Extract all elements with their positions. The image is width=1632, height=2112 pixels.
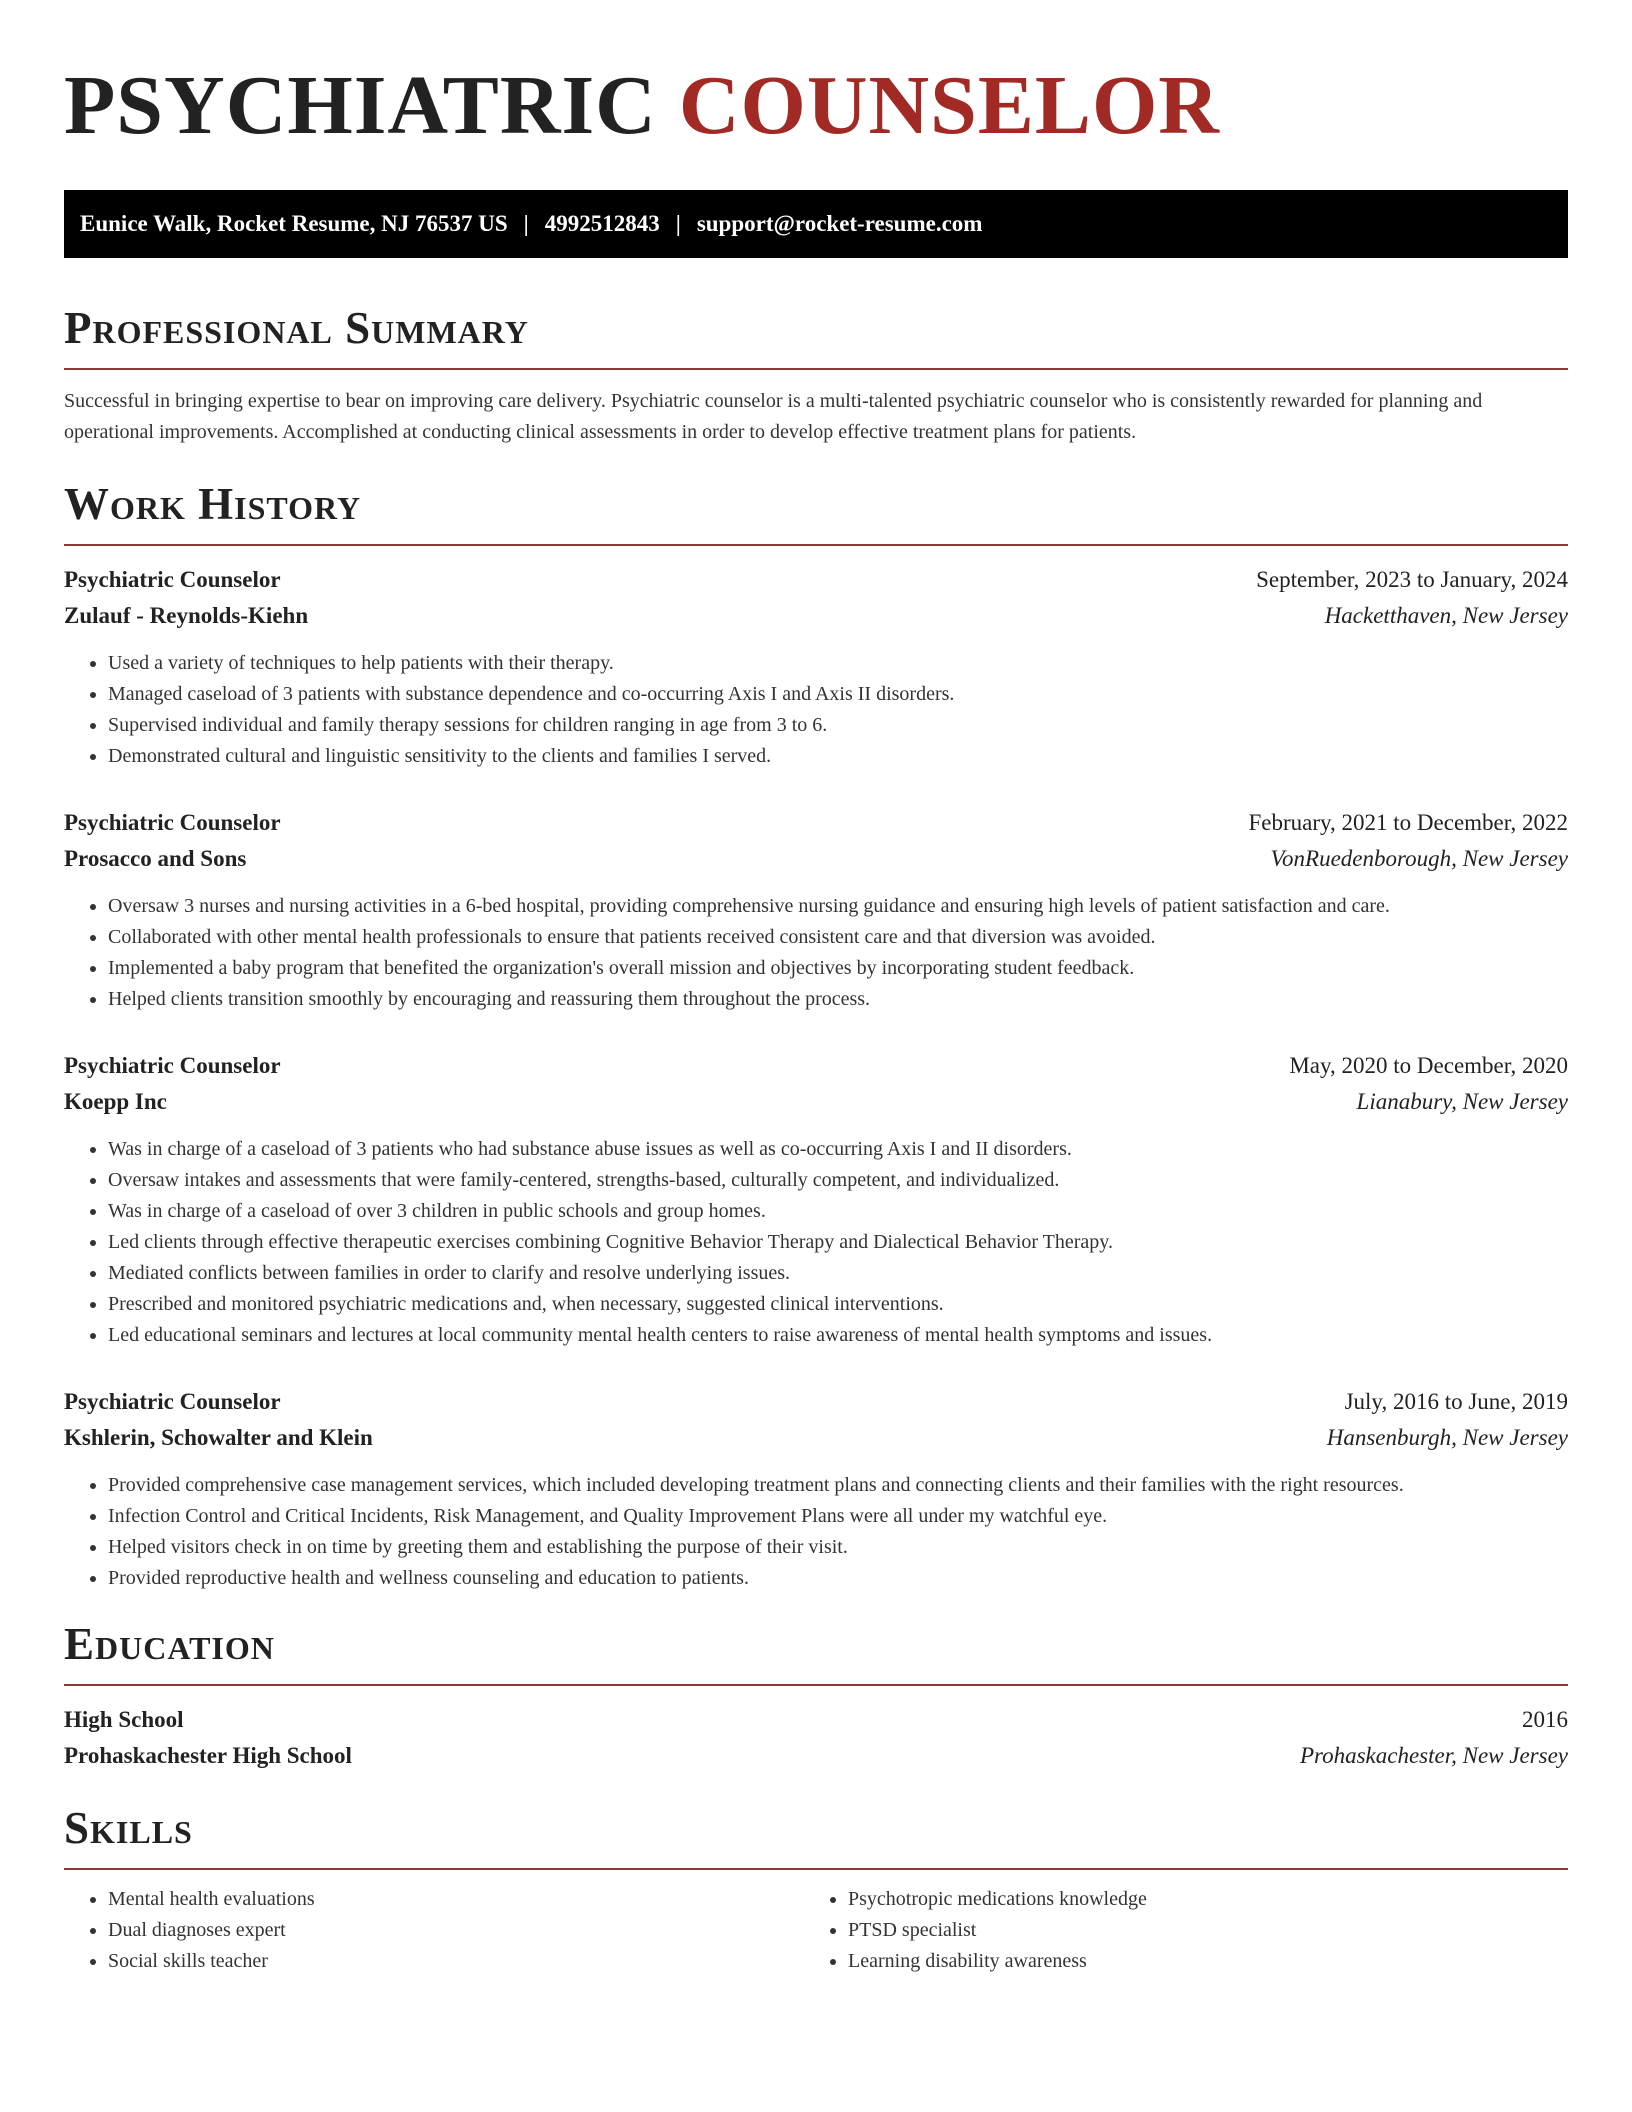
contact-address: Eunice Walk, Rocket Resume, NJ 76537 US	[80, 211, 508, 236]
job-company: Prosacco and Sons	[64, 846, 247, 871]
education-school-row	[64, 1738, 1568, 1774]
section-divider	[64, 544, 1568, 546]
list-item: • Managed caseload of 3 patients with substance dependence and co-occurring Axis I and Axis II disorders.	[108, 679, 1568, 710]
job-location: VonRuedenborough, New Jersey	[1270, 846, 1568, 871]
job-title: Psychiatric Counselor	[64, 810, 281, 835]
skill-item: • Mental health evaluations	[108, 1884, 804, 1915]
job-title: Psychiatric Counselor	[64, 1053, 281, 1078]
job-title: Psychiatric Counselor	[64, 1389, 281, 1414]
section-divider	[64, 368, 1568, 370]
job-entry	[64, 562, 1568, 772]
job-company-row	[64, 598, 1568, 634]
job-entry	[64, 1384, 1568, 1594]
job-company: Zulauf - Reynolds-Kiehn	[64, 603, 309, 628]
job-location: Lianabury, New Jersey	[1356, 1089, 1568, 1114]
list-item: • Oversaw intakes and assessments that were family-centered, strengths-based, culturally competent, and individualized.	[108, 1165, 1568, 1196]
skill-item: • Learning disability awareness	[848, 1946, 1544, 1977]
job-dates: February, 2021 to December, 2022	[1248, 810, 1568, 835]
contact-separator: |	[523, 211, 529, 236]
job-bullets	[64, 648, 1568, 772]
job-title: Psychiatric Counselor	[64, 567, 281, 592]
list-item: • Mediated conflicts between families in order to clarify and resolve underlying issues.	[108, 1258, 1568, 1289]
list-item: • Infection Control and Critical Incidents, Risk Management, and Quality Improvement Plans were all under my watchful eye.	[108, 1501, 1568, 1532]
education-year: 2016	[1522, 1707, 1568, 1732]
job-header-row	[64, 1384, 1568, 1420]
skill-item: • Dual diagnoses expert	[108, 1915, 804, 1946]
education-heading: Education	[64, 1619, 275, 1669]
job-bullets	[64, 1470, 1568, 1594]
skills-heading: Skills	[64, 1803, 193, 1853]
education-location: Prohaskachester, New Jersey	[1299, 1743, 1568, 1768]
contact-separator: |	[675, 211, 681, 236]
job-company-row	[64, 1084, 1568, 1120]
job-company-row	[64, 1420, 1568, 1456]
job-bullets	[64, 1134, 1568, 1351]
summary-text: Successful in bringing expertise to bear on improving care delivery. Psychiatric counselor is a multi-talented psychiatric counselor who is consistently rewarded for planning and operational improvements. Accomplished at conducting clinical assessments in order to develop effective treatment plans for patients.	[64, 390, 1483, 443]
skills-columns	[64, 1884, 1568, 1977]
job-dates: September, 2023 to January, 2024	[1256, 567, 1568, 592]
summary-section	[64, 300, 1568, 448]
education-school: Prohaskachester High School	[64, 1743, 352, 1768]
list-item: • Helped clients transition smoothly by encouraging and reassuring them throughout the process.	[108, 984, 1568, 1015]
list-item: • Demonstrated cultural and linguistic sensitivity to the clients and families I served.	[108, 741, 1568, 772]
job-location: Hacketthaven, New Jersey	[1324, 603, 1568, 628]
education-section	[64, 1616, 1568, 1774]
contact-email: support@rocket-resume.com	[696, 211, 983, 236]
work-history-section	[64, 476, 1568, 1594]
work-history-heading: Work History	[64, 479, 362, 529]
contact-bar	[64, 190, 1568, 258]
job-company: Kshlerin, Schowalter and Klein	[64, 1425, 373, 1450]
list-item: • Led educational seminars and lectures at local community mental health centers to raise awareness of mental health symptoms and issues.	[108, 1320, 1568, 1351]
job-entry	[64, 1048, 1568, 1351]
job-entry	[64, 805, 1568, 1015]
job-header-row	[64, 562, 1568, 598]
skill-item: • Social skills teacher	[108, 1946, 804, 1977]
section-divider	[64, 1684, 1568, 1686]
list-item: • Oversaw 3 nurses and nursing activities in a 6-bed hospital, providing comprehensive nursing guidance and ensuring high levels of patient satisfaction and care.	[108, 891, 1568, 922]
skills-left-column	[64, 1884, 804, 1977]
list-item: • Used a variety of techniques to help patients with their therapy.	[108, 648, 1568, 679]
job-dates: July, 2016 to June, 2019	[1344, 1389, 1568, 1414]
list-item: • Was in charge of a caseload of 3 patients who had substance abuse issues as well as co-occurring Axis I and II disorders.	[108, 1134, 1568, 1165]
list-item: • Helped visitors check in on time by greeting them and establishing the purpose of their visit.	[108, 1532, 1568, 1563]
list-item: • Provided reproductive health and wellness counseling and education to patients.	[108, 1563, 1568, 1594]
job-bullets	[64, 891, 1568, 1015]
list-item: • Was in charge of a caseload of over 3 children in public schools and group homes.	[108, 1196, 1568, 1227]
skill-item: • PTSD specialist	[848, 1915, 1544, 1946]
skills-section	[64, 1800, 1568, 1977]
job-dates: May, 2020 to December, 2020	[1289, 1053, 1568, 1078]
contact-phone: 4992512843	[544, 211, 660, 236]
job-company: Koepp Inc	[64, 1089, 167, 1114]
title-second-word: COUNSELOR	[678, 59, 1220, 152]
education-degree-row	[64, 1702, 1568, 1738]
section-divider	[64, 1868, 1568, 1870]
list-item: • Provided comprehensive case management services, which included developing treatment plans and connecting clients and their families with the right resources.	[108, 1470, 1568, 1501]
education-degree: High School	[64, 1707, 184, 1732]
skill-item: • Psychotropic medications knowledge	[848, 1884, 1544, 1915]
list-item: • Supervised individual and family therapy sessions for children ranging in age from 3 to 6.	[108, 710, 1568, 741]
education-entry	[64, 1702, 1568, 1774]
title-first-word: PSYCHIATRIC	[64, 59, 657, 152]
list-item: • Led clients through effective therapeutic exercises combining Cognitive Behavior Therapy and Dialectical Behavior Therapy.	[108, 1227, 1568, 1258]
summary-heading: Professional Summary	[64, 303, 529, 353]
job-company-row	[64, 841, 1568, 877]
skills-right-column	[804, 1884, 1544, 1977]
list-item: • Implemented a baby program that benefited the organization's overall mission and objectives by incorporating student feedback.	[108, 953, 1568, 984]
list-item: • Collaborated with other mental health professionals to ensure that patients received consistent care and that diversion was avoided.	[108, 922, 1568, 953]
job-header-row	[64, 805, 1568, 841]
job-location: Hansenburgh, New Jersey	[1326, 1425, 1568, 1450]
list-item: • Prescribed and monitored psychiatric medications and, when necessary, suggested clinical interventions.	[108, 1289, 1568, 1320]
job-header-row	[64, 1048, 1568, 1084]
resume-title	[64, 56, 1568, 156]
